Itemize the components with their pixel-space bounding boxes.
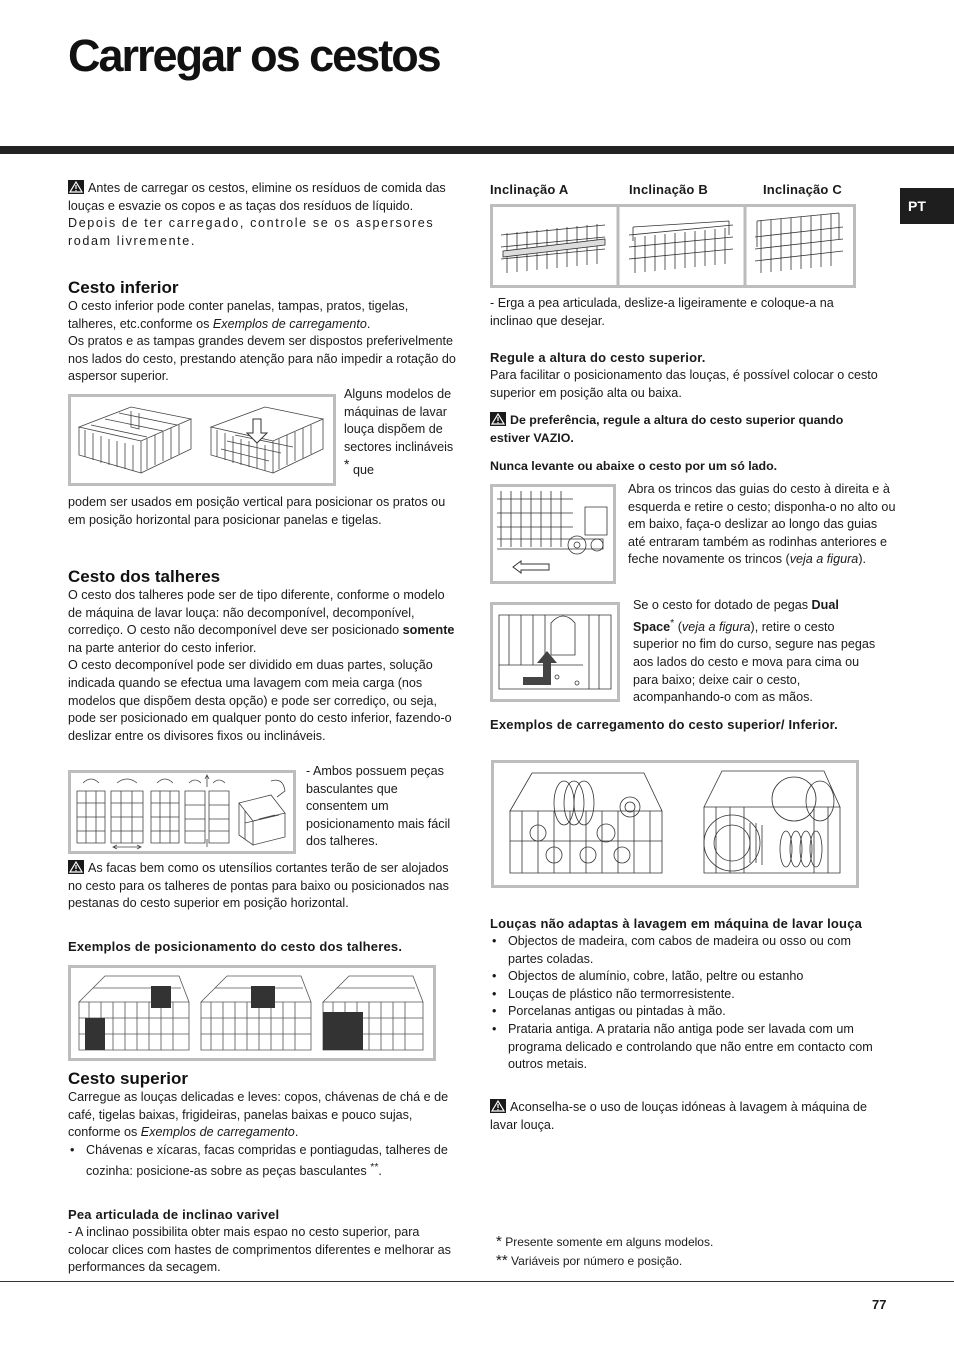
cutlery-section (68, 567, 460, 745)
intro-text: Antes de carregar os cestos, elimine os resíduos de comida das louças e esvazie os copos e as taças dos resíduos de líquido. (68, 181, 446, 213)
loading-examples-figure (491, 760, 859, 888)
intro-section (68, 180, 456, 250)
upper-basket-text-1: Carregue as louças delicadas e leves: copos, chávenas de chá e de café, tigelas baixas, frigideiras, panelas baixas e pouco sujas, conforme os Exemplos de carregamento. (68, 1090, 449, 1140)
dual-space-figure (490, 602, 620, 702)
footnote-1: * Presente somente em alguns modelos. (496, 1233, 714, 1250)
examples-heading: Exemplos de carregamento do cesto superior/ Inferior. (490, 717, 838, 732)
cutlery-examples-heading: Exemplos de posicionamento do cesto dos talheres. (68, 939, 403, 954)
page-title: Carregar os cestos (68, 30, 440, 81)
height-text: Para facilitar o posicionamento das louças, é possível colocar o cesto superior em posição alta ou baixa. (490, 368, 878, 400)
height-heading: Regule a altura do cesto superior. (490, 350, 706, 365)
rail-latch-illustration (493, 487, 613, 581)
upper-basket-list (68, 1142, 460, 1181)
unsuitable-section (490, 915, 888, 1074)
intro-text-2: Depois de ter carregado, controle se os aspersores rodam livremente. (68, 216, 435, 248)
list-item: • Porcelanas antigas ou pintadas à mão. (490, 1003, 888, 1021)
cutlery-text-1: O cesto dos talheres pode ser de tipo diferente, conforme o modelo de máquina de lavar louça: não decomponível, decomponível, corrediço. O cesto não decomponível deve ser posicionado somente na parte anterior do cesto inferior. (68, 588, 455, 655)
cutlery-text-2: O cesto decomponível pode ser dividido em duas partes, solução indicada quando se efectua uma lavagem com meia carga (nos modelos que dispõem desta opção) e pode ser corrediço, ou seja, pode ser posicionado em qualquer ponto do cesto inferior, fazendo-o deslizar entre os divisores fixos ou inclináveis. (68, 658, 452, 743)
cutlery-examples-illustration (71, 968, 433, 1058)
loading-examples-illustration (494, 763, 856, 885)
inclination-text: - Erga a pea articulada, deslize-a ligeiramente e coloque-a na inclinao que desejar. (490, 296, 834, 328)
lower-side-note: Alguns modelos de máquinas de lavar louça dispõem de sectores inclináveis * que (344, 387, 454, 478)
warning-icon (490, 1099, 506, 1113)
footnotes (496, 1233, 876, 1270)
list-item: • Objectos de alumínio, cobre, latão, peltre ou estanho (490, 968, 888, 986)
page-number: 77 (872, 1297, 887, 1312)
inclination-figure (490, 204, 856, 288)
lower-basket-text-3: podem ser usados em posição vertical para posicionar os pratos ou em posição horizontal para posicionar panelas e tigelas. (68, 495, 446, 527)
warning-icon (68, 180, 84, 194)
inclination-label-b: Inclinação B (629, 182, 708, 197)
unsuitable-warning: Aconselha-se o uso de louças idóneas à lavagem à máquina de lavar louça. (490, 1100, 868, 1132)
list-item: • Louças de plástico não termorresistente. (490, 986, 888, 1004)
dual-space-text: Se o cesto for dotado de pegas Dual Space* (veja a figura), retire o cesto superior no fim do curso, segure nas pegas aos lados do cesto e mova para cima ou para baixo; deixe cair o cesto, acompanhando-o com as mãos. (633, 598, 876, 705)
inclination-labels (490, 181, 870, 201)
language-tag: PT (900, 188, 954, 224)
height-never: Nunca levante ou abaixe o cesto por um só lado. (490, 459, 778, 473)
dual-space-illustration (493, 605, 617, 699)
list-item: • Prataria antiga. A prataria não antiga pode ser lavada com um programa delicado e controlando que não entre em contacto com outros metais. (490, 1021, 888, 1074)
cutlery-examples-figure (68, 965, 436, 1061)
tilt-text: - A inclinao possibilita obter mais espao no cesto superior, para colocar clices com hastes de comprimentos diferentes e melhorar as performances da secagem. (68, 1225, 451, 1275)
tilt-heading: Pea articulada de inclinao varivel (68, 1207, 280, 1222)
lower-basket-text-2: Os pratos e as tampas grandes devem ser dispostos preferivelmente nos lados do cesto, prestando atenção para não impedir a rotação do aspersor superior. (68, 334, 456, 384)
cutlery-heading: Cesto dos talheres (68, 567, 221, 586)
lower-basket-figure (68, 394, 336, 486)
cutlery-basket-illustration (71, 773, 293, 851)
inclination-label-c: Inclinação C (763, 182, 842, 197)
rail-latch-figure (490, 484, 616, 584)
cutlery-side-note: - Ambos possuem peças basculantes que consentem um posicionamento mais fácil dos talheres. (306, 764, 451, 849)
warning-icon (68, 860, 84, 874)
cutlery-basket-figure (68, 770, 296, 854)
upper-basket-heading: Cesto superior (68, 1069, 188, 1088)
cutlery-warning: As facas bem como os utensílios cortantes terão de ser alojados no cesto para os talheres de pontas para baixo ou posicionados nas pestanas do cesto superior em posição horizontal. (68, 861, 449, 911)
height-section (490, 349, 880, 402)
warning-icon (490, 412, 506, 426)
lower-basket-heading: Cesto inferior (68, 278, 179, 297)
lower-basket-text-1: O cesto inferior pode conter panelas, tampas, pratos, tigelas, talheres, etc.conforme os Exemplos de carregamento. (68, 299, 409, 331)
list-item: • Chávenas e xícaras, facas compridas e pontiagudas, talheres de cozinha: posicione-as sobre as peças basculantes **. (68, 1142, 460, 1181)
inclination-label-a: Inclinação A (490, 182, 569, 197)
lower-basket-section (68, 278, 456, 386)
rail-latch-text: Abra os trincos das guias do cesto à direita e à esquerda e retire o cesto; disponha-o no alto ou em baixo, faça-o deslizar ao longo das guias até entraram também as rodinhas anteriores e feche novamente os trincos (veja a figura). (628, 482, 896, 567)
unsuitable-heading: Louças não adaptas à lavagem em máquina de lavar louça (490, 916, 863, 931)
header-rule (0, 146, 954, 154)
inclination-illustration (493, 207, 853, 285)
upper-basket-section (68, 1069, 460, 1181)
footer-rule (0, 1281, 954, 1282)
unsuitable-list (490, 933, 888, 1074)
tilt-section (68, 1206, 460, 1277)
footnote-2: ** Variáveis por número e posição. (496, 1251, 683, 1269)
lower-basket-illustration (71, 397, 333, 483)
list-item: • Objectos de madeira, com cabos de madeira ou osso ou com partes coladas. (490, 933, 888, 968)
height-warning: De preferência, regule a altura do cesto superior quando estiver VAZIO. (490, 413, 844, 445)
